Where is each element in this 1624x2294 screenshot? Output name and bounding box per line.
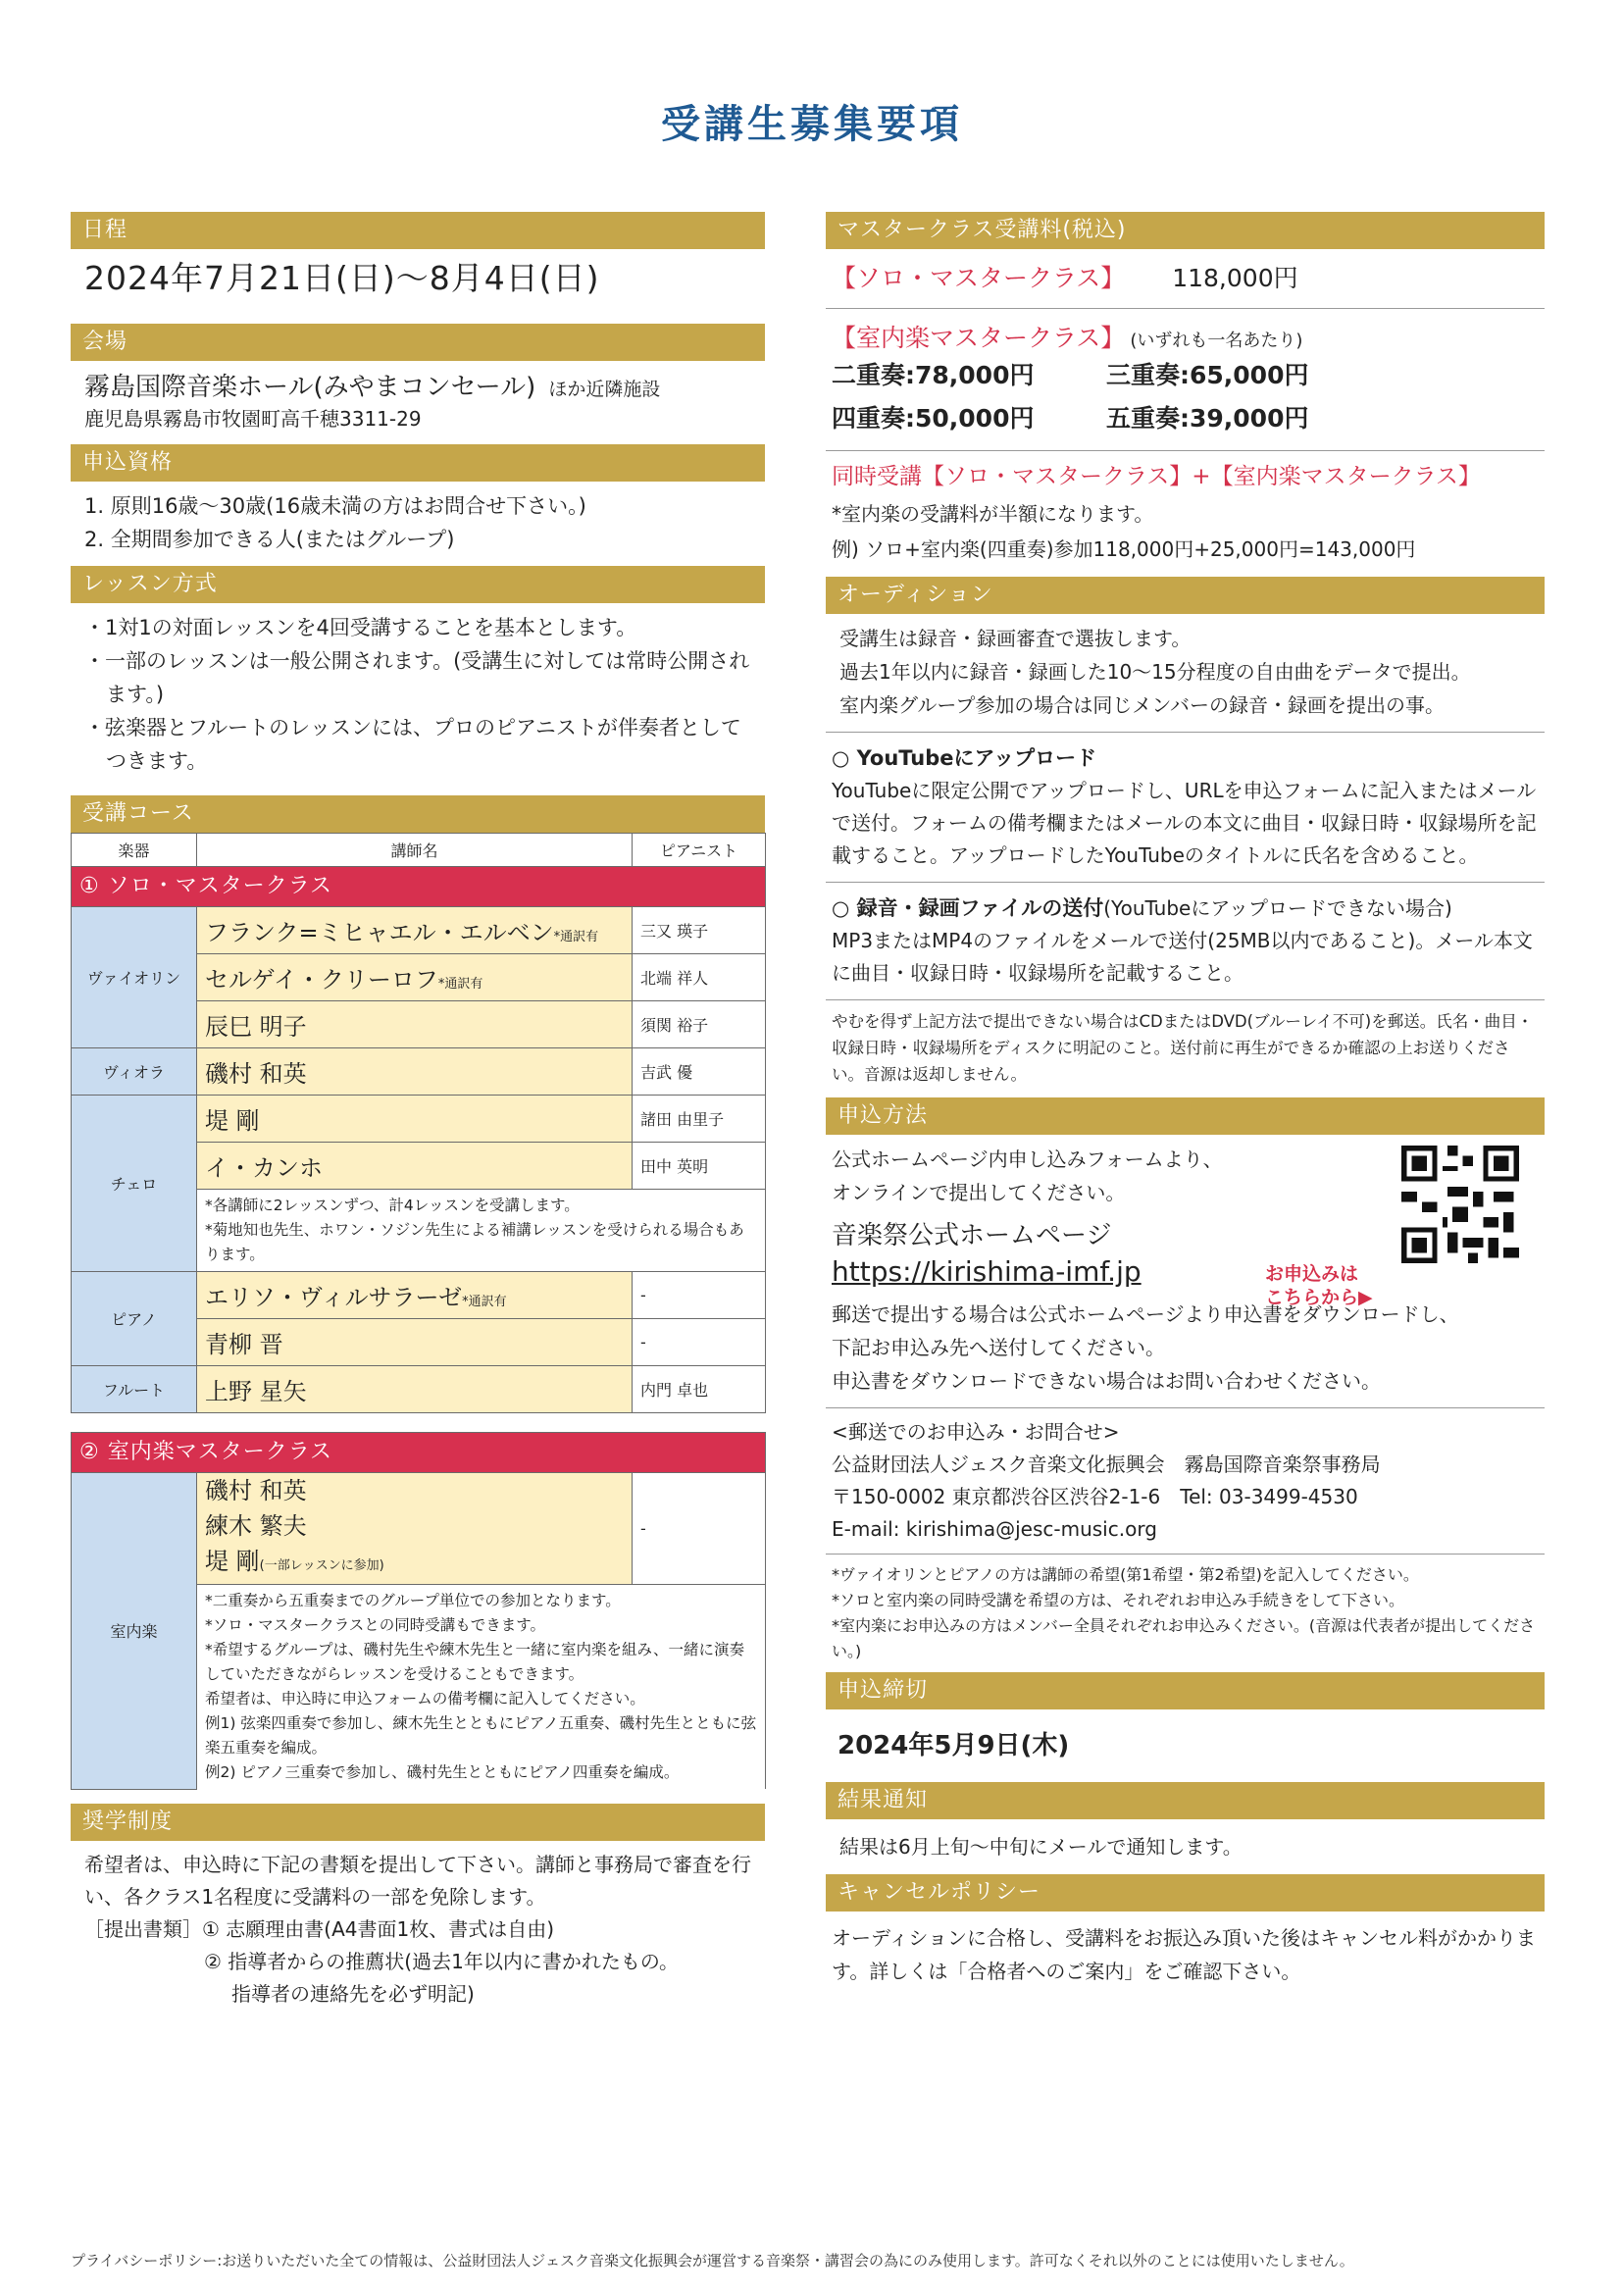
course-header: 受講コース [71, 795, 765, 833]
privacy-policy: プライバシーポリシー:お送りいただいた全ての情報は、公益財団法人ジェスク音楽文化振興会が運営する音楽祭・講習会の為にのみ使用します。許可なくそれ以外のことには使用いたしません。 [71, 2252, 1354, 2269]
scholarship-text: 希望者は、申込時に下記の書類を提出して下さい。講師と事務局で審査を行い、各クラス1名程度に受講料の一部を免除します。 [84, 1852, 751, 1909]
contact-label: <郵送でのお申込み・お問合せ> [832, 1420, 1120, 1444]
disc-text: やむを得ず上記方法で提出できない場合はCDまたはDVD(ブルーレイ不可)を郵送。氏名・曲目・収録日時・収録場所をディスクに明記のこと。送付前に再生ができるか確認の上お送りください。音源は返却しません。 [832, 1012, 1534, 1084]
contact-email[interactable]: E-mail: kirishima@jesc-music.org [832, 1517, 1157, 1541]
fee-solo-price: 118,000円 [1172, 264, 1298, 292]
apply-line: 公式ホームページ内申し込みフォームより、 [832, 1147, 1223, 1171]
teacher-name: 磯村 和英 [197, 1048, 633, 1096]
fee-both-note: *室内楽の受講料が半額になります。 [832, 502, 1154, 526]
youtube-title: ○ YouTubeにアップロード [832, 746, 1097, 770]
result-header: 結果通知 [826, 1782, 1545, 1819]
doc-item-cont: 指導者の連絡先を必ず明記) [231, 1981, 475, 2006]
teacher-name: エリソ・ヴィルサラーゼ [205, 1284, 463, 1311]
badge-line: お申込みは [1265, 1263, 1359, 1285]
apply-note: *ヴァイオリンとピアノの方は講師の希望(第1希望・第2希望)を記入してください。 [832, 1565, 1419, 1584]
teacher-name: イ・カンホ [197, 1143, 633, 1190]
cancel-header: キャンセルポリシー [826, 1874, 1545, 1912]
deadline-date: 2024年5月9日(木) [837, 1731, 1070, 1760]
audition-header: オーディション [826, 577, 1545, 614]
interpreter-note: *通訳有 [553, 930, 599, 944]
interpreter-note: *通訳有 [437, 977, 483, 992]
pianist-name: 三又 瑛子 [633, 907, 766, 954]
audition-line: 室内楽グループ参加の場合は同じメンバーの録音・録画を提出の事。 [839, 693, 1445, 717]
apply-header: 申込方法 [826, 1097, 1545, 1135]
interpreter-note: *通訳有 [462, 1295, 507, 1309]
fee-example: 例) ソロ+室内楽(四重奏)参加118,000円+25,000円=143,000円 [832, 537, 1416, 561]
note-line: *菊地知也先生、ホワン・ソジン先生による補講レッスンを受けられる場合もあります。 [205, 1221, 744, 1263]
fee-both-label: 同時受講【ソロ・マスタークラス】+【室内楽マスタークラス】 [832, 464, 1481, 489]
chamber-class-title: ② 室内楽マスタークラス [72, 1433, 766, 1473]
eligibility-item: 2. 全期間参加できる人(またはグループ) [84, 528, 455, 551]
pianist-name: 諸田 由里子 [633, 1096, 766, 1143]
instrument-piano: ピアノ [72, 1272, 197, 1366]
left-column [71, 212, 765, 2018]
col-teacher: 講師名 [197, 834, 633, 867]
lesson-item: ・弦楽器とフルートのレッスンには、プロのピアニストが伴奏者としてつきます。 [84, 716, 741, 773]
file-title-note: (YouTubeにアップロードできない場合) [1103, 896, 1452, 920]
pianist-name: 須関 裕子 [633, 1001, 766, 1048]
col-instrument: 楽器 [72, 834, 197, 867]
fee-solo-label: 【ソロ・マスタークラス】 [832, 264, 1126, 292]
note-line: *希望するグループは、磯村先生や練木先生と一緒に室内楽を組み、一緒に演奏していただきながらレッスンを受けることもできます。 [205, 1641, 744, 1683]
apply-note: *ソロと室内楽の同時受講を希望の方は、それぞれお申込み手続きをして下さい。 [832, 1591, 1405, 1609]
course-table [71, 833, 766, 1790]
instrument-flute: フルート [72, 1366, 197, 1413]
lesson-item: ・1対1の対面レッスンを4回受講することを基本とします。 [84, 616, 637, 639]
youtube-text: YouTubeに限定公開でアップロードし、URLを申込フォームに記入またはメールで送付。フォームの備考欄またはメールの本文に曲目・収録日時・収録場所を記載すること。アップロードしたYouTubeのタイトルに氏名を含めること。 [832, 779, 1537, 867]
instrument-cello: チェロ [72, 1096, 197, 1272]
schedule-date: 2024年7月21日(日)〜8月4日(日) [84, 259, 600, 297]
docs-label: ［提出書類］ [84, 1916, 202, 1941]
instrument-violin: ヴァイオリン [72, 907, 197, 1048]
page-title: 受講生募集要項 [661, 102, 963, 147]
pianist-name: 北端 祥人 [633, 954, 766, 1001]
apply-note: *室内楽にお申込みの方はメンバー全員それぞれお申込みください。(音源は代表者が提出してください。) [832, 1616, 1536, 1660]
mail-line: 郵送で提出する場合は公式ホームページより申込書をダウンロードし、 [832, 1302, 1459, 1326]
teacher-name: フランク=ミヒャエル・エルベン [205, 919, 554, 946]
badge-line: こちらから▶ [1265, 1287, 1373, 1308]
venue-name: 霧島国際音楽ホール(みやまコンセール) [84, 373, 536, 402]
cancel-text: オーディションに合格し、受講料をお振込み頂いた後はキャンセル料がかかります。詳しくは「合格者へのご案内」をご確認下さい。 [832, 1926, 1536, 1983]
deadline-header: 申込締切 [826, 1672, 1545, 1709]
lesson-item: ・一部のレッスンは一般公開されます。(受講生に対しては常時公開されます。) [84, 649, 750, 706]
fee-chamber-label: 【室内楽マスタークラス】 [832, 324, 1126, 352]
hp-label: 音楽祭公式ホームページ [832, 1221, 1112, 1250]
pianist-name: - [633, 1473, 766, 1585]
pianist-name: 吉武 優 [633, 1048, 766, 1096]
note-line: *各講師に2レッスンずつ、計4レッスンを受講します。 [205, 1197, 580, 1214]
audition-line: 受講生は録音・録画審査で選抜します。 [839, 627, 1192, 650]
teacher-name: 練木 繁夫 [205, 1512, 307, 1540]
cello-note [197, 1190, 766, 1272]
teacher-row [197, 1272, 633, 1319]
result-text: 結果は6月上旬〜中旬にメールで通知します。 [839, 1835, 1243, 1859]
note-line: 例1) 弦楽四重奏で参加し、練木先生とともにピアノ五重奏、磯村先生とともに弦楽五重奏を編成。 [205, 1714, 757, 1757]
pianist-name: - [633, 1272, 766, 1319]
chamber-note [197, 1585, 766, 1790]
teacher-name: 辰巳 明子 [197, 1001, 633, 1048]
scholarship-header: 奨学制度 [71, 1804, 765, 1841]
mail-line: 申込書をダウンロードできない場合はお問い合わせください。 [832, 1369, 1381, 1393]
teacher-name: 堤 剛 [205, 1548, 260, 1575]
hp-url-link[interactable]: https://kirishima-imf.jp [832, 1255, 1142, 1288]
doc-item: ① 志願理由書(A4書面1枚、書式は自由) [202, 1916, 555, 1941]
doc-item: ② 指導者からの推薦状(過去1年以内に書かれたもの。 [204, 1949, 680, 1973]
pianist-name: 田中 英明 [633, 1143, 766, 1190]
right-column [826, 212, 1545, 1998]
note-line: *二重奏から五重奏までのグループ単位での参加となります。 [205, 1592, 621, 1609]
fee-chamber-note: (いずれも一名あたり) [1130, 331, 1303, 351]
teacher-name: 上野 星矢 [197, 1366, 633, 1413]
contact-org: 公益財団法人ジェスク音楽文化振興会 霧島国際音楽祭事務局 [832, 1453, 1381, 1476]
teacher-name: 磯村 和英 [205, 1477, 307, 1504]
fee-quartet: 四重奏:50,000円 [832, 404, 1035, 433]
file-text: MP3またはMP4のファイルをメールで送付(25MB以内であること)。メール本文に曲目・収録日時・収録場所を記載すること。 [832, 929, 1533, 985]
venue-header: 会場 [71, 324, 765, 361]
note-line: 希望者は、申込時に申込フォームの備考欄に記入してください。 [205, 1690, 645, 1708]
pianist-name: 内門 卓也 [633, 1366, 766, 1413]
chamber-teachers [197, 1473, 633, 1585]
eligibility-item: 1. 原則16歳〜30歳(16歳未満の方はお問合せ下さい。) [84, 494, 586, 518]
venue-address: 鹿児島県霧島市牧園町高千穂3311-29 [84, 407, 422, 431]
note-line: *ソロ・マスタークラスとの同時受講もできます。 [205, 1616, 546, 1634]
fee-duo: 二重奏:78,000円 [832, 361, 1035, 389]
teacher-name: セルゲイ・クリーロフ [205, 966, 438, 994]
note-line: 例2) ピアノ三重奏で参加し、磯村先生とともにピアノ四重奏を編成。 [205, 1763, 680, 1781]
partial-note: (一部レッスンに参加) [259, 1558, 384, 1573]
teacher-row [197, 907, 633, 954]
qr-code-icon[interactable] [1396, 1141, 1524, 1268]
file-title: ○ 録音・録画ファイルの送付 [832, 896, 1104, 920]
instrument-viola: ヴィオラ [72, 1048, 197, 1096]
apply-badge [1265, 1262, 1373, 1309]
pianist-name: - [633, 1319, 766, 1366]
teacher-name: 青柳 晋 [197, 1319, 633, 1366]
eligibility-header: 申込資格 [71, 444, 765, 482]
instrument-chamber: 室内楽 [72, 1473, 197, 1790]
teacher-row [197, 954, 633, 1001]
fee-quintet: 五重奏:39,000円 [1106, 404, 1309, 433]
lesson-header: レッスン方式 [71, 566, 765, 603]
teacher-name: 堤 剛 [197, 1096, 633, 1143]
fee-trio: 三重奏:65,000円 [1106, 361, 1309, 389]
audition-line: 過去1年以内に録音・録画した10〜15分程度の自由曲をデータで提出。 [839, 660, 1471, 684]
venue-extra: ほか近隣施設 [548, 379, 661, 400]
solo-class-title: ① ソロ・マスタークラス [72, 867, 766, 907]
mail-line: 下記お申込み先へ送付してください。 [832, 1336, 1165, 1359]
schedule-header: 日程 [71, 212, 765, 249]
contact-address: 〒150-0002 東京都渋谷区渋谷2-1-6 Tel: 03-3499-4530 [832, 1485, 1358, 1508]
fee-header: マスタークラス受講料(税込) [826, 212, 1545, 249]
col-pianist: ピアニスト [633, 834, 766, 867]
apply-line: オンラインで提出してください。 [832, 1181, 1126, 1204]
